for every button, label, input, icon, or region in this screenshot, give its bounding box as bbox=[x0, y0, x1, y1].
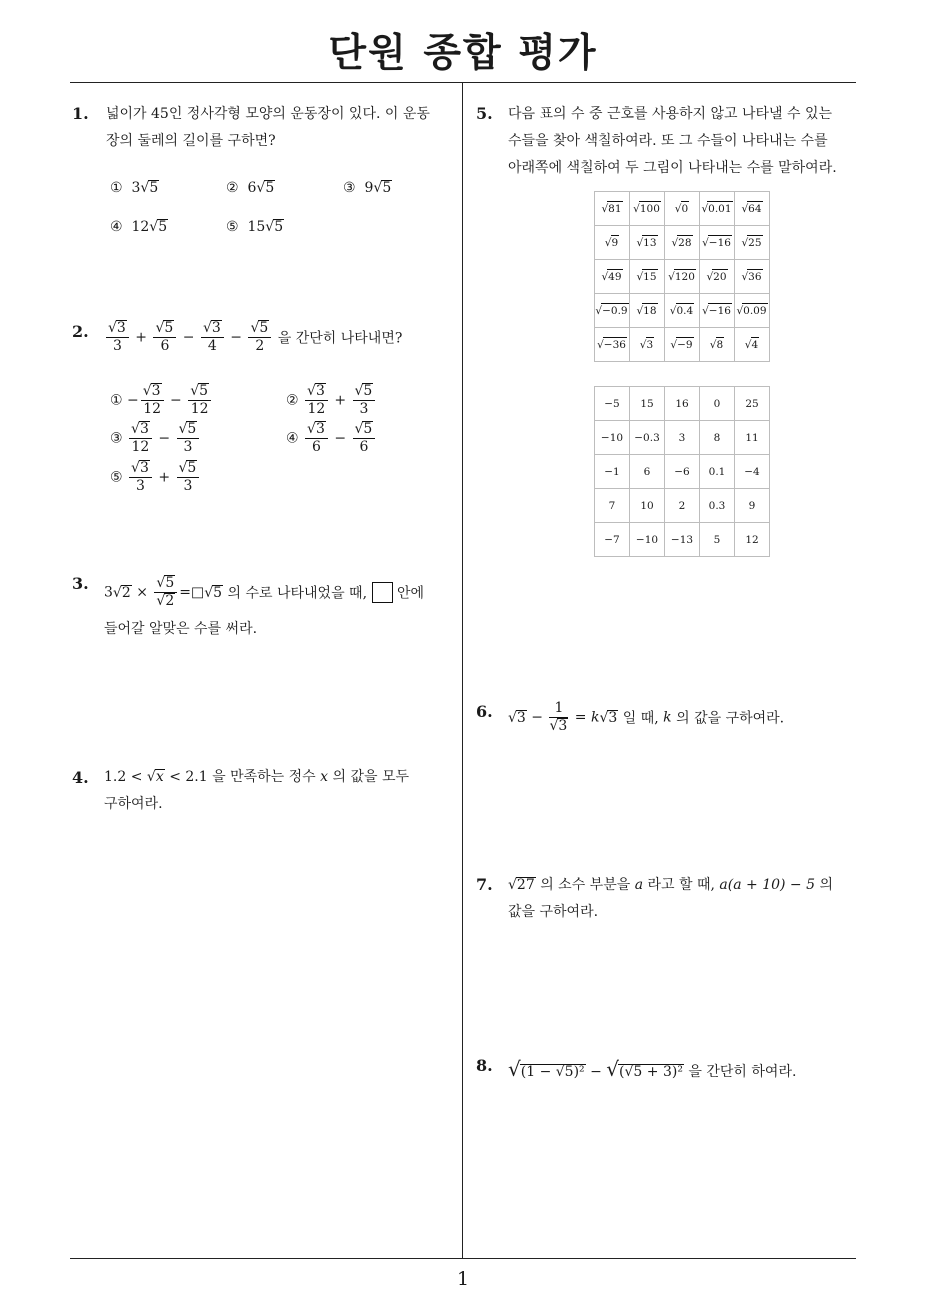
grid-cell[interactable]: −5 bbox=[595, 387, 630, 421]
grid-cell[interactable]: −0.3 bbox=[630, 421, 665, 455]
grid-row bbox=[595, 421, 770, 455]
grid-cell[interactable]: √−36 bbox=[595, 328, 630, 362]
option-coef: 12 bbox=[131, 219, 150, 235]
grid-cell[interactable]: 2 bbox=[665, 489, 700, 523]
grid-cell[interactable]: √0.09 bbox=[735, 294, 770, 328]
grid-cell[interactable]: √64 bbox=[735, 192, 770, 226]
grid-cell[interactable]: 0.1 bbox=[700, 455, 735, 489]
grid-cell[interactable]: 8 bbox=[700, 421, 735, 455]
q2-suffix: 을 간단히 나타내면? bbox=[277, 330, 403, 347]
question-6-text: √3 − $\frac{1}{√3}$ = k√3 일 때, k 의 값을 구하여라. bbox=[508, 700, 785, 734]
grid-row bbox=[595, 387, 770, 421]
grid-cell[interactable]: −6 bbox=[665, 455, 700, 489]
grid-cell[interactable]: √−16 bbox=[700, 226, 735, 260]
grid-row bbox=[595, 192, 770, 226]
q2-term-3: $\frac{√3}{4}$ bbox=[201, 320, 224, 355]
question-2-number: 2. bbox=[72, 322, 89, 341]
grid-cell[interactable]: 11 bbox=[735, 421, 770, 455]
question-4-text: 1.2 < √x < 2.1 을 만족하는 정수 x 의 값을 모두 구하여라. bbox=[104, 764, 460, 818]
question-7-number: 7. bbox=[476, 875, 493, 894]
grid-cell[interactable]: √−9 bbox=[665, 328, 700, 362]
question-3-number: 3. bbox=[72, 574, 89, 593]
column-divider bbox=[462, 82, 463, 1258]
grid-cell[interactable]: 10 bbox=[630, 489, 665, 523]
q2-term-4: $\frac{√5}{2}$ bbox=[248, 320, 271, 355]
grid-cell[interactable]: √0.4 bbox=[665, 294, 700, 328]
question-5-line-3: 아래쪽에 색칠하여 두 그림이 나타내는 수를 말하여라. bbox=[508, 160, 837, 176]
bottom-divider bbox=[70, 1258, 856, 1259]
grid-cell[interactable]: √0.01 bbox=[700, 192, 735, 226]
q2-option-2[interactable]: ② $\frac{√3}{12}$ + $\frac{√5}{3}$ bbox=[286, 383, 377, 418]
option-mark: ② bbox=[226, 180, 239, 196]
option-radicand: 5 bbox=[274, 219, 284, 235]
question-7-text: √27 의 소수 부분을 a 라고 할 때, a(a + 10) − 5 의 값을 구하여라. bbox=[508, 872, 860, 926]
q2-option-3[interactable]: ③ $\frac{√3}{12}$ − $\frac{√5}{3}$ bbox=[110, 421, 201, 456]
option-mark: ③ bbox=[343, 180, 356, 196]
grid-row bbox=[595, 523, 770, 557]
q2-option-1[interactable]: ① − $\frac{√3}{12}$ − $\frac{√5}{12}$ bbox=[110, 383, 213, 418]
grid-cell[interactable]: 7 bbox=[595, 489, 630, 523]
question-4-number: 4. bbox=[72, 768, 89, 787]
grid-cell[interactable]: √100 bbox=[630, 192, 665, 226]
grid-cell[interactable]: −13 bbox=[665, 523, 700, 557]
q1-option-4[interactable]: ④ 12√5 bbox=[110, 219, 168, 235]
question-6-number: 6. bbox=[476, 702, 493, 721]
question-5-line-2: 수들을 찾아 색칠하여라. 또 그 수들이 나타내는 수를 bbox=[508, 133, 828, 149]
page-number: 1 bbox=[456, 1268, 470, 1290]
question-1-line-2: 장의 둘레의 길이를 구하면? bbox=[106, 133, 276, 149]
grid-cell[interactable]: √4 bbox=[735, 328, 770, 362]
q1-option-5[interactable]: ⑤ 15√5 bbox=[226, 219, 284, 235]
q1-option-3[interactable]: ③ 9√5 bbox=[343, 180, 392, 196]
grid-cell[interactable]: 6 bbox=[630, 455, 665, 489]
option-coef: 6 bbox=[247, 180, 257, 196]
grid-cell[interactable]: 3 bbox=[665, 421, 700, 455]
grid-cell[interactable]: √−16 bbox=[700, 294, 735, 328]
q1-option-1[interactable]: ① 3√5 bbox=[110, 180, 159, 196]
grid-cell[interactable]: −10 bbox=[630, 523, 665, 557]
q6-fraction: $\frac{1}{√3}$ bbox=[549, 700, 568, 734]
grid-cell[interactable]: √0 bbox=[665, 192, 700, 226]
grid-cell[interactable]: 15 bbox=[630, 387, 665, 421]
option-coef: 15 bbox=[247, 219, 266, 235]
grid-cell[interactable]: 9 bbox=[735, 489, 770, 523]
number-grid bbox=[594, 386, 770, 557]
question-1-line-1: 넓이가 45인 정사각형 모양의 운동장이 있다. 이 운동 bbox=[106, 106, 430, 122]
radical-grid bbox=[594, 191, 770, 362]
question-1-number: 1. bbox=[72, 104, 89, 123]
page-title: 단원 종합 평가 bbox=[328, 31, 598, 76]
grid-cell[interactable]: −4 bbox=[735, 455, 770, 489]
grid-row bbox=[595, 294, 770, 328]
q2-op: − bbox=[230, 329, 242, 346]
question-8-number: 8. bbox=[476, 1056, 493, 1075]
grid-cell[interactable]: √28 bbox=[665, 226, 700, 260]
option-mark: ⑤ bbox=[226, 219, 239, 235]
q2-op: − bbox=[182, 329, 195, 346]
question-7-line-2: 값을 구하여라. bbox=[508, 904, 599, 920]
grid-cell[interactable]: √13 bbox=[630, 226, 665, 260]
grid-cell[interactable]: √8 bbox=[700, 328, 735, 362]
q3-fraction: $\frac{√5}{√2}$ bbox=[154, 575, 177, 610]
top-divider bbox=[70, 82, 856, 83]
grid-row bbox=[595, 260, 770, 294]
question-3-line-2: 들어갈 알맞은 수를 써라. bbox=[104, 621, 258, 637]
grid-cell[interactable]: −10 bbox=[595, 421, 630, 455]
question-2-text bbox=[104, 320, 402, 355]
grid-cell[interactable]: −1 bbox=[595, 455, 630, 489]
question-8-text: √(1 − √5)² − √(√5 + 3)² 을 간단히 하여라. bbox=[508, 1057, 797, 1081]
grid-cell[interactable]: 16 bbox=[665, 387, 700, 421]
q2-term-1: $\frac{√3}{3}$ bbox=[106, 320, 129, 355]
question-5-text bbox=[508, 101, 860, 182]
grid-cell[interactable]: 0 bbox=[700, 387, 735, 421]
grid-cell[interactable]: √15 bbox=[630, 260, 665, 294]
question-1-text bbox=[106, 101, 456, 155]
grid-cell[interactable]: 0.3 bbox=[700, 489, 735, 523]
grid-cell[interactable]: 12 bbox=[735, 523, 770, 557]
grid-cell[interactable]: 5 bbox=[700, 523, 735, 557]
grid-cell[interactable]: √20 bbox=[700, 260, 735, 294]
grid-cell[interactable]: √25 bbox=[735, 226, 770, 260]
option-mark: ④ bbox=[110, 219, 123, 235]
grid-row bbox=[595, 226, 770, 260]
grid-row bbox=[595, 455, 770, 489]
grid-cell[interactable]: √81 bbox=[595, 192, 630, 226]
question-3-text: 3√2 × $\frac{√5}{√2}$ =□√5 의 수로 나타내었을 때, 안에 들어갈 알맞은 수를 써라. bbox=[104, 575, 460, 638]
grid-cell[interactable]: √−0.9 bbox=[595, 294, 630, 328]
grid-cell[interactable]: √18 bbox=[630, 294, 665, 328]
grid-cell[interactable]: 25 bbox=[735, 387, 770, 421]
grid-row bbox=[595, 489, 770, 523]
option-radicand: 5 bbox=[149, 180, 159, 196]
option-coef: 3 bbox=[131, 180, 141, 196]
question-4-line-2: 구하여라. bbox=[104, 796, 163, 812]
question-5-line-1: 다음 표의 수 중 근호를 사용하지 않고 나타낼 수 있는 bbox=[508, 106, 833, 122]
option-radicand: 5 bbox=[265, 180, 275, 196]
grid-cell[interactable]: √36 bbox=[735, 260, 770, 294]
grid-cell[interactable]: √120 bbox=[665, 260, 700, 294]
q2-option-5[interactable]: ⑤ $\frac{√3}{3}$ + $\frac{√5}{3}$ bbox=[110, 460, 201, 495]
option-radicand: 5 bbox=[382, 180, 392, 196]
question-5-number: 5. bbox=[476, 104, 493, 123]
option-mark: ① bbox=[110, 180, 123, 196]
q2-op: + bbox=[135, 329, 148, 346]
q2-option-4[interactable]: ④ $\frac{√3}{6}$ − $\frac{√5}{6}$ bbox=[286, 421, 377, 456]
option-radicand: 5 bbox=[158, 219, 168, 235]
grid-cell[interactable]: −7 bbox=[595, 523, 630, 557]
q2-term-2: $\frac{√5}{6}$ bbox=[153, 320, 176, 355]
grid-cell[interactable]: √9 bbox=[595, 226, 630, 260]
grid-cell[interactable]: √3 bbox=[630, 328, 665, 362]
answer-box[interactable] bbox=[372, 582, 393, 603]
q1-option-2[interactable]: ② 6√5 bbox=[226, 180, 275, 196]
grid-cell[interactable]: √49 bbox=[595, 260, 630, 294]
option-coef: 9 bbox=[364, 180, 374, 196]
grid-row bbox=[595, 328, 770, 362]
